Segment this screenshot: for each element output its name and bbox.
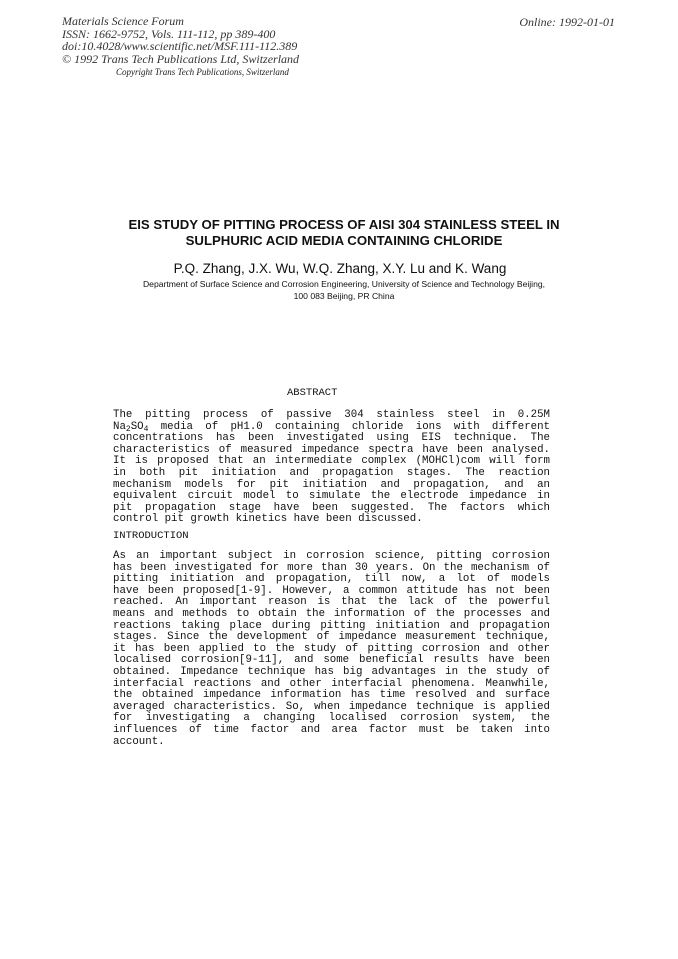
- intro-line: reactions taking place during pitting initiation and propagation: [113, 619, 550, 632]
- introduction-body: [113, 551, 550, 748]
- journal-name: Materials Science Forum: [62, 14, 184, 28]
- abstract-line: characteristics of measured impedance spectra have been analysed.: [113, 443, 550, 456]
- intro-line: localised corrosion[9-11], and some beneficial results have been: [113, 654, 550, 667]
- intro-line: account.: [113, 735, 165, 748]
- abstract-line: concentrations has been investigated using EIS technique. The: [113, 432, 550, 445]
- abstract-line: The pitting process of passive 304 stainless steel in 0.25M: [113, 409, 550, 421]
- issn-line: ISSN: 1662-9752, Vols. 111-112, pp 389-400: [62, 26, 276, 41]
- paper-title: [100, 217, 588, 249]
- affiliation: [90, 279, 598, 302]
- intro-line: obtained. Impedance technique has big advantages in the study of: [113, 665, 550, 678]
- abstract-line: control pit growth kinetics have been discussed.: [113, 513, 423, 526]
- formula-subscript-4: 4: [143, 424, 149, 434]
- publisher-line: © 1992 Trans Tech Publications Ltd, Switzerland: [62, 51, 300, 66]
- copyright-stamp: Copyright Trans Tech Publications, Switzerland: [116, 67, 289, 77]
- abstract-heading: ABSTRACT: [287, 387, 338, 399]
- affiliation-line-2: 100 083 Beijing, PR China: [293, 290, 395, 301]
- abstract-line: mechanism models for pit initiation and propagation, and an: [113, 478, 550, 491]
- formula-subscript-2: 2: [125, 424, 131, 434]
- intro-line: As an important subject in corrosion science, pitting corrosion: [113, 550, 550, 562]
- abstract-line: It is proposed that an intermediate complex (MOHCl)com will form: [113, 455, 550, 468]
- intro-line: stages. Since the development of impedance measurement technique,: [113, 631, 550, 644]
- author-list: P.Q. Zhang, J.X. Wu, W.Q. Zhang, X.Y. Lu and K. Wang: [173, 261, 507, 276]
- intro-line: it has been applied to the study of pitting corrosion and other: [113, 642, 550, 655]
- abstract-line: pit propagation stage have been suggested. The factors which: [113, 501, 550, 514]
- intro-line: means and methods to obtain the information of the processes and: [113, 607, 550, 620]
- affiliation-line-1: Department of Surface Science and Corrosion Engineering, University of Science and Technology Beijing,: [142, 279, 546, 289]
- abstract-line-rest: media of pH1.0 containing chloride ions with different: [148, 420, 550, 433]
- intro-line: averaged characteristics. So, when impedance technique is applied: [113, 700, 550, 713]
- doi-line: doi:10.4028/www.scientific.net/MSF.111-112.389: [62, 39, 298, 53]
- online-date: Online: 1992-01-01: [519, 15, 615, 29]
- intro-line: have been proposed[1-9]. However, a common attitude has not been: [113, 584, 550, 597]
- intro-line: influences of time factor and area factor must be taken into: [113, 723, 550, 736]
- formula-na: Na: [113, 420, 126, 433]
- abstract-line: equivalent circuit model to simulate the electrode impedance in: [113, 490, 550, 503]
- intro-line: has been investigated for more than 30 years. On the mechanism of: [113, 561, 550, 574]
- intro-line: interfacial reactions and other interfacial phenomena. Meanwhile,: [113, 677, 550, 690]
- title-line-1: EIS STUDY OF PITTING PROCESS OF AISI 304 STAINLESS STEEL IN: [128, 217, 560, 232]
- title-line-2: SULPHURIC ACID MEDIA CONTAINING CHLORIDE: [185, 233, 503, 248]
- intro-line: for investigating a changing localised corrosion system, the: [113, 712, 550, 725]
- abstract-line: in both pit initiation and propagation stages. The reaction: [113, 466, 550, 479]
- intro-line: reached. An important reason is that the lack of the powerful: [113, 596, 550, 609]
- introduction-heading: INTRODUCTION: [113, 530, 189, 542]
- intro-line: the obtained impedance information has time resolved and surface: [113, 689, 550, 702]
- abstract-body: [113, 410, 550, 526]
- journal-metadata: [62, 15, 299, 65]
- intro-line: pitting initiation and propagation, till now, a lot of models: [113, 573, 550, 586]
- formula-so: SO: [130, 420, 144, 433]
